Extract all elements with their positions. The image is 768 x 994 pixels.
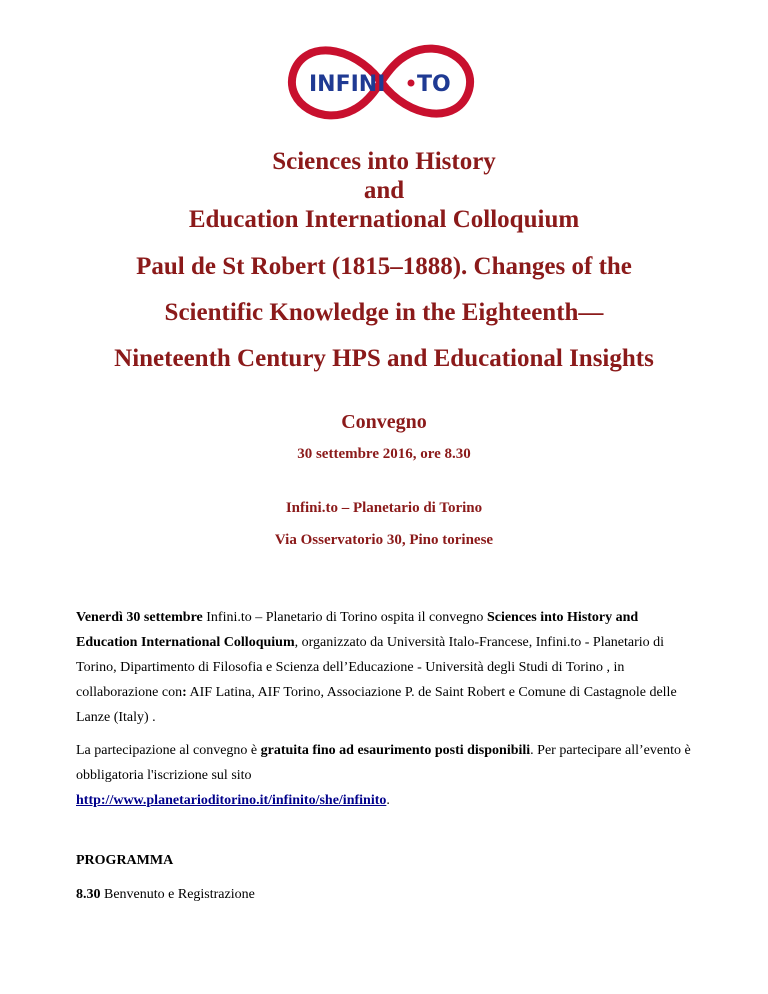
participation-text-1: La partecipazione al convegno è — [76, 743, 261, 758]
intro-text-1: Infini.to – Planetario di Torino ospita il convegno — [202, 610, 487, 625]
participation-end: . — [386, 793, 390, 808]
event-address: Via Osservatorio 30, Pino torinese — [274, 532, 494, 548]
title-line-1: Sciences into History — [272, 148, 496, 175]
colloquium-name: Sciences into History and Education International Colloquium — [76, 610, 639, 650]
intro-text-3: AIF Latina, AIF Torino, Associazione P. de Saint Robert e Comune di Castagnole delle Lanze (Italy) . — [76, 685, 677, 725]
intro-text-2: , organizzato da Università Italo-Francese, Infini.to - Planetario di Torino, Dipartimento di Filosofia e Scienza dell’Educazione - Università degli Studi di Torino , in collaborazione con — [76, 635, 665, 700]
infinito-logo — [283, 34, 479, 130]
programma-heading-text: PROGRAMMA — [76, 853, 174, 868]
participation-paragraph — [76, 738, 701, 813]
infinito-logo-graphic — [283, 34, 479, 130]
title-line-4: Paul de St Robert (1815–1888). Changes of the — [136, 253, 632, 280]
intro-colon: : — [182, 685, 187, 700]
programma-heading — [76, 848, 701, 873]
participation-text-2: . Per partecipare all’evento è obbligatoria l'iscrizione sul sito — [76, 743, 691, 783]
event-date: 30 settembre 2016, ore 8.30 — [297, 446, 471, 462]
title-block — [0, 147, 768, 550]
title-line-2: and — [363, 177, 405, 204]
programma-item — [76, 882, 701, 907]
programma-item-text: Benvenuto e Registrazione — [100, 887, 255, 902]
event-venue: Infini.to – Planetario di Torino — [285, 500, 483, 516]
title-line-3: Education International Colloquium — [188, 206, 580, 233]
intro-paragraph — [76, 605, 701, 730]
title-line-6: Nineteenth Century HPS and Educational Insights — [114, 345, 654, 372]
programma-time: 8.30 — [76, 887, 101, 902]
title-line-5: Scientific Knowledge in the Eighteenth— — [164, 299, 604, 326]
event-day: Venerdì 30 settembre — [76, 610, 203, 625]
body-text — [76, 605, 701, 907]
registration-link[interactable]: http://www.planetarioditorino.it/infinito/she/infinito — [76, 793, 387, 808]
event-type: Convegno — [341, 411, 427, 433]
logo-dot — [408, 80, 415, 87]
logo-text-right: TO — [417, 72, 451, 97]
logo-text-left: INFINI — [309, 72, 386, 97]
free-admission: gratuita fino ad esaurimento posti disponibili — [260, 743, 531, 758]
